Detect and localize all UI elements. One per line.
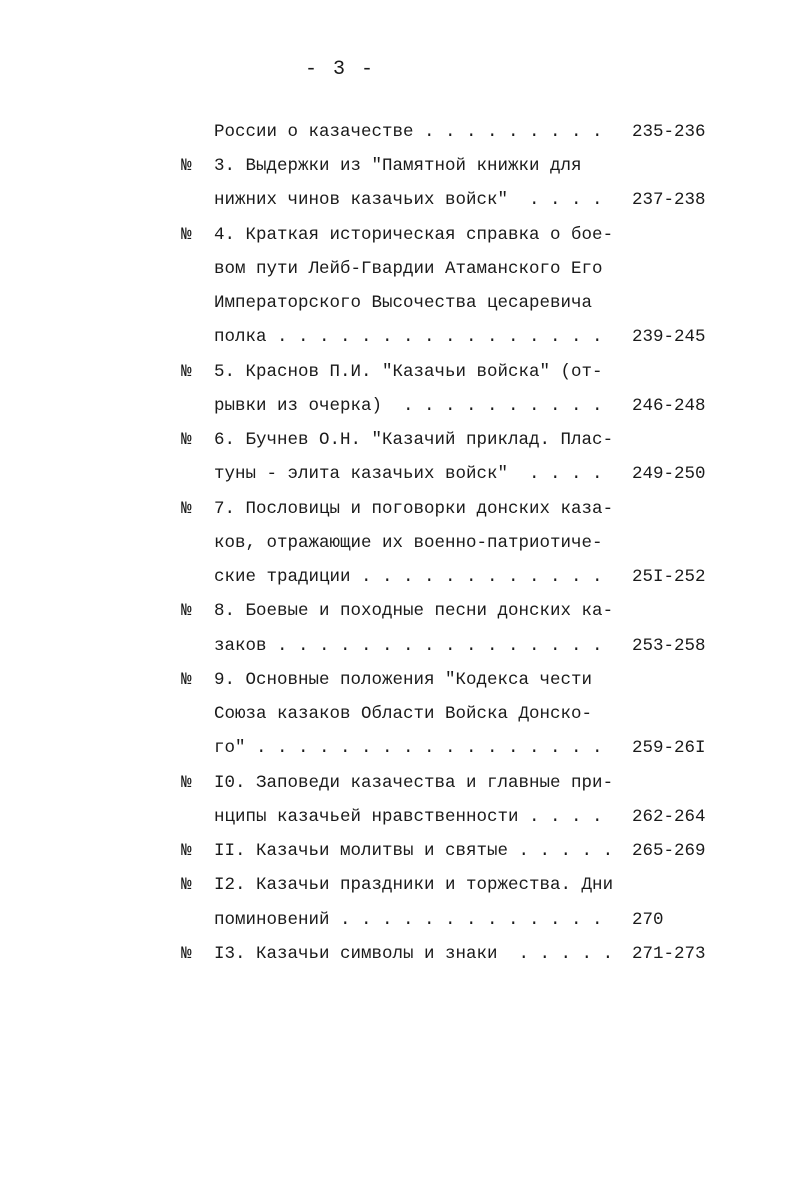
- entry-title: нижних чинов казачьих войск" . . . .: [214, 190, 603, 210]
- entry-title: нципы казачьей нравственности . . . .: [214, 807, 603, 827]
- toc-line: [0, 492, 796, 526]
- entry-title: I3. Казачьи символы и знаки . . . . .: [214, 944, 614, 964]
- toc-line: [0, 389, 796, 423]
- entry-pages: 25I-252: [632, 567, 706, 587]
- entry-title: II. Казачьи молитвы и святые . . . . .: [214, 841, 614, 861]
- toc-line: [0, 629, 796, 663]
- entry-pages: 270: [632, 910, 664, 930]
- entry-title: поминовений . . . . . . . . . . . . .: [214, 910, 603, 930]
- toc-line: [0, 903, 796, 937]
- toc-line: [0, 526, 796, 560]
- toc-line: [0, 663, 796, 697]
- toc-line: [0, 560, 796, 594]
- toc-line: [0, 252, 796, 286]
- toc-line: [0, 800, 796, 834]
- entry-pages: 259-26I: [632, 738, 706, 758]
- entry-title: I2. Казачьи праздники и торжества. Дни: [214, 875, 614, 895]
- entry-pages: 271-273: [632, 944, 706, 964]
- toc-line: [0, 457, 796, 491]
- entry-title: 9. Основные положения "Кодекса чести: [214, 670, 593, 690]
- entry-pages: 253-258: [632, 636, 706, 656]
- entry-number-sign: №: [181, 499, 192, 519]
- toc-line: [0, 834, 796, 868]
- entry-title: 3. Выдержки из "Памятной книжки для: [214, 156, 582, 176]
- entry-title: заков . . . . . . . . . . . . . . . .: [214, 636, 603, 656]
- entry-pages: 249-250: [632, 464, 706, 484]
- entry-title: ские традиции . . . . . . . . . . . .: [214, 567, 603, 587]
- toc-line: [0, 423, 796, 457]
- toc-line: [0, 218, 796, 252]
- toc-line: [0, 594, 796, 628]
- entry-number-sign: №: [181, 670, 192, 690]
- entry-pages: 246-248: [632, 396, 706, 416]
- entry-title: го" . . . . . . . . . . . . . . . . .: [214, 738, 603, 758]
- entry-title: туны - элита казачьих войск" . . . .: [214, 464, 603, 484]
- toc-line: [0, 731, 796, 765]
- entry-title: 5. Краснов П.И. "Казачьи войска" (от-: [214, 362, 603, 382]
- entry-number-sign: №: [181, 362, 192, 382]
- entry-title: вом пути Лейб-Гвардии Атаманского Его: [214, 259, 603, 279]
- toc-line: [0, 320, 796, 354]
- toc-line: [0, 355, 796, 389]
- entry-title: 6. Бучнев О.Н. "Казачий приклад. Плас-: [214, 430, 614, 450]
- entry-pages: 235-236: [632, 122, 706, 142]
- entry-number-sign: №: [181, 841, 192, 861]
- entry-pages: 239-245: [632, 327, 706, 347]
- toc-line: [0, 149, 796, 183]
- entry-pages: 265-269: [632, 841, 706, 861]
- entry-number-sign: №: [181, 944, 192, 964]
- entry-number-sign: №: [181, 601, 192, 621]
- entry-number-sign: №: [181, 225, 192, 245]
- entry-title: 7. Пословицы и поговорки донских каза-: [214, 499, 614, 519]
- toc-line: [0, 697, 796, 731]
- entry-title: 4. Краткая историческая справка о бое-: [214, 225, 614, 245]
- entry-pages: 237-238: [632, 190, 706, 210]
- toc-line: [0, 868, 796, 902]
- toc-line: [0, 286, 796, 320]
- entry-pages: 262-264: [632, 807, 706, 827]
- entry-title: Императорского Высочества цесаревича: [214, 293, 593, 313]
- page-number: - 3 -: [304, 58, 375, 81]
- toc-line: [0, 115, 796, 149]
- entry-number-sign: №: [181, 430, 192, 450]
- entry-number-sign: №: [181, 156, 192, 176]
- entry-title: рывки из очерка) . . . . . . . . . .: [214, 396, 603, 416]
- entry-title: ков, отражающие их военно-патриотиче-: [214, 533, 603, 553]
- entry-number-sign: №: [181, 773, 192, 793]
- toc-line: [0, 183, 796, 217]
- toc-line: [0, 766, 796, 800]
- entry-title: полка . . . . . . . . . . . . . . . .: [214, 327, 603, 347]
- entry-title: I0. Заповеди казачества и главные при-: [214, 773, 614, 793]
- toc-line: [0, 937, 796, 971]
- entry-title: Союза казаков Области Войска Донско-: [214, 704, 593, 724]
- entry-title: 8. Боевые и походные песни донских ка-: [214, 601, 614, 621]
- entry-title: России о казачестве . . . . . . . . .: [214, 122, 603, 142]
- entry-number-sign: №: [181, 875, 192, 895]
